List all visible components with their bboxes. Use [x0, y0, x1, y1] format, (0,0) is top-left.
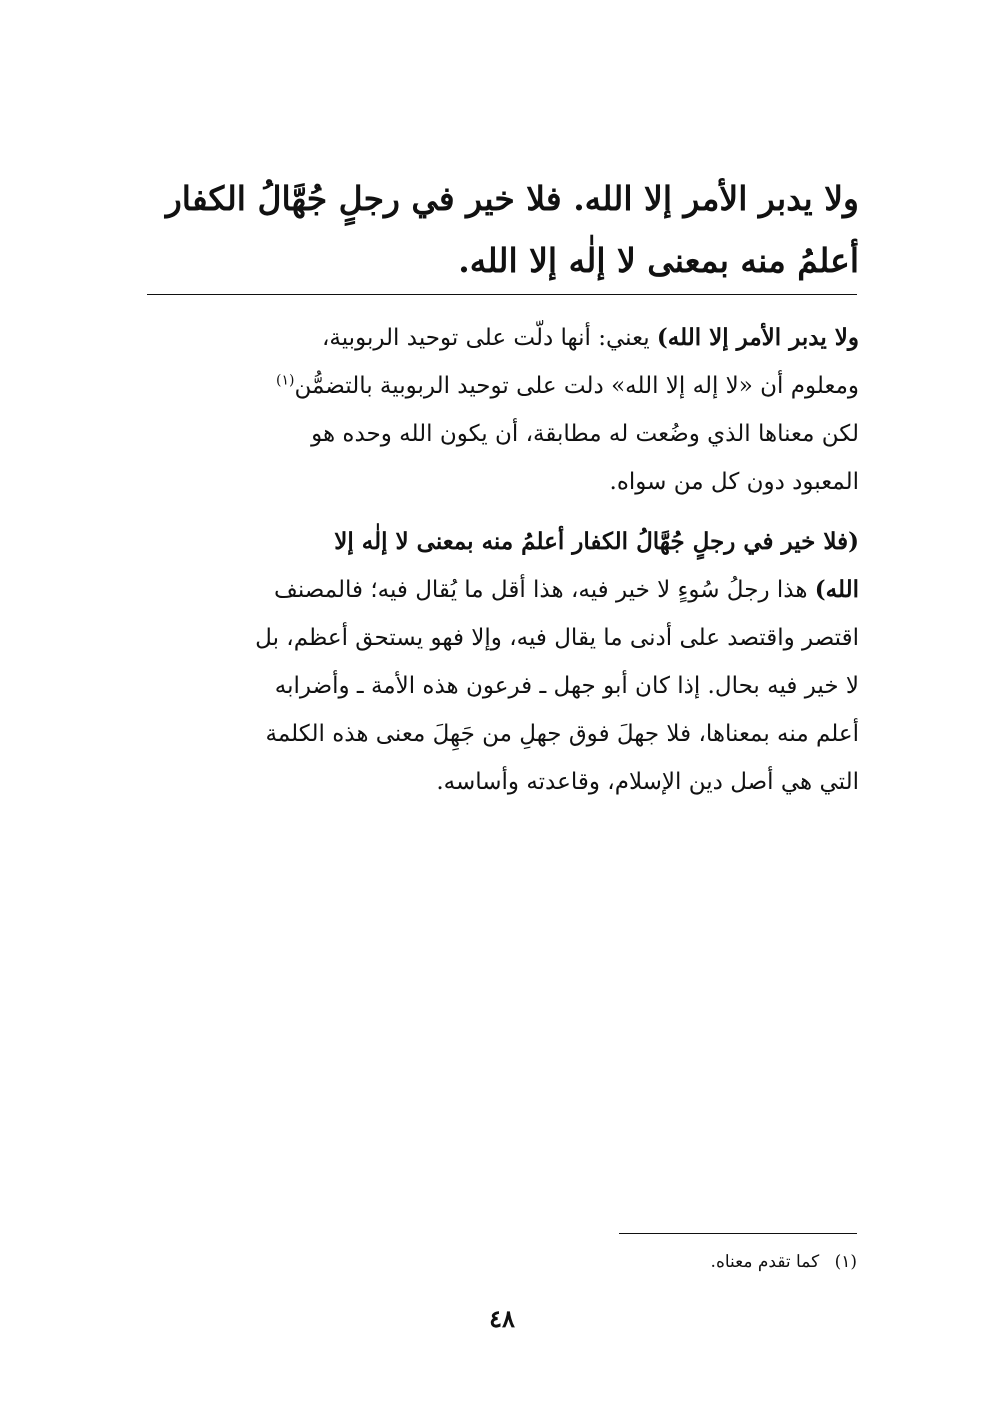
- paragraph-2-line-4: لا خير فيه بحال. إذا كان أبو جهل ـ فرعون هذه الأمة ـ وأضرابه: [274, 673, 859, 699]
- commentary-paragraph-2: [145, 518, 859, 806]
- paragraph-2-line-6: التي هي أصل دين الإسلام، وقاعدته وأساسه.: [436, 769, 859, 795]
- paragraph-2-line-2: الله) هذا رجلُ سُوءٍ لا خير فيه، هذا أقل ما يُقال فيه؛ فالمصنف: [274, 576, 859, 603]
- paragraph-2-line-3: اقتصر واقتصد على أدنى ما يقال فيه، وإلا فهو يستحق أعظم، بل: [255, 625, 859, 651]
- paragraph-2-line-1: (فلا خير في رجلٍ جُهَّالُ الكفار أعلمُ منه بمعنى لا إلٰه إلا: [334, 528, 859, 555]
- main-text: [145, 168, 859, 292]
- separator-rule: [147, 294, 857, 295]
- paragraph-1-line-3: لكن معناها الذي وضُعت له مطابقة، أن يكون الله وحده هو: [311, 421, 859, 447]
- commentary-paragraph-1: [145, 314, 859, 506]
- paragraph-1-line-4: المعبود دون كل من سواه.: [609, 469, 859, 495]
- commentary: [145, 314, 859, 818]
- quoted-phrase-end: الله): [814, 576, 859, 603]
- main-text-line-1: ولا يدبر الأمر إلا الله. فلا خير في رجلٍ جُهَّالُ الكفار: [165, 179, 859, 218]
- footnote-reference[interactable]: (١): [276, 372, 295, 389]
- footnote-number: (١): [834, 1252, 857, 1272]
- footnote-separator: [619, 1233, 857, 1234]
- paragraph-1-line-1: ولا يدبر الأمر إلا الله) يعني: أنها دلّت على توحيد الربوبية،: [321, 324, 859, 351]
- page-number: ٤٨: [489, 1304, 515, 1333]
- paragraph-2-line-5: أعلم منه بمعناها، فلا جهلَ فوق جهلِ من جَهِلَ معنى هذه الكلمة: [265, 721, 859, 747]
- main-text-line-2: أعلمُ منه بمعنى لا إلٰه إلا الله.: [458, 241, 859, 280]
- footnote: [711, 1250, 857, 1274]
- paragraph-1-line-2: ومعلوم أن «لا إله إلا الله» دلت على توحيد الربوبية بالتضمُّن$^{(١)}$: [276, 372, 859, 399]
- quoted-phrase: ولا يدبر الأمر إلا الله): [656, 324, 859, 351]
- footnote-text: كما تقدم معناه.: [710, 1252, 820, 1272]
